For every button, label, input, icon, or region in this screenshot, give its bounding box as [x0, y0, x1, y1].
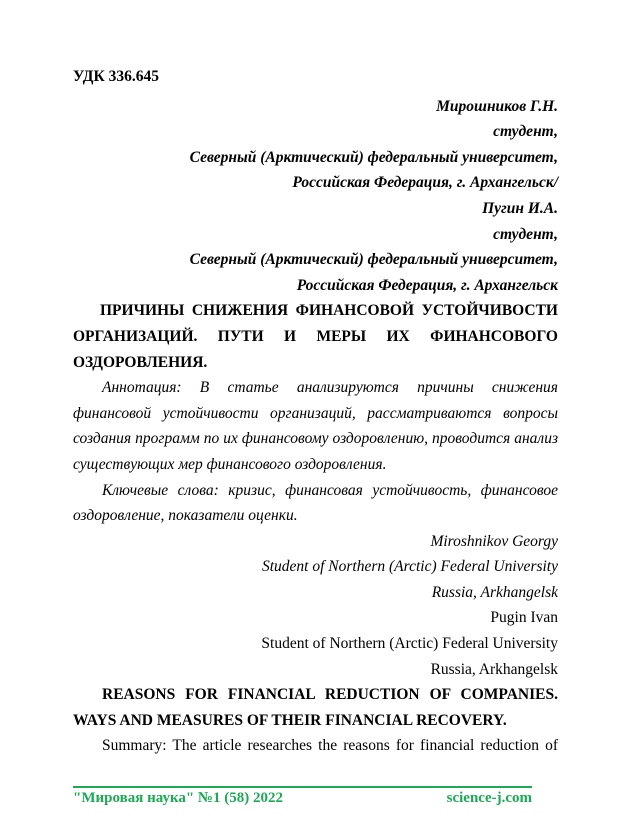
author-ru-1-role: студент,	[493, 123, 558, 141]
journal-name: "Мировая наука" №1 (58) 2022	[73, 790, 283, 806]
author-block-ru-2	[73, 196, 558, 298]
author-en-2-role: Student of Northern (Arctic) Federal University	[261, 635, 558, 653]
author-ru-1-affiliation: Северный (Арктический) федеральный университет,	[189, 148, 558, 166]
author-block-en-2	[73, 605, 558, 682]
author-ru-2-affiliation: Северный (Арктический) федеральный университет,	[189, 251, 558, 269]
author-ru-2-name: Пугин И.А.	[482, 199, 558, 217]
summary-paragraph: Summary: The article researches the reasons for financial reduction of	[102, 737, 558, 755]
author-ru-1-name: Мирошников Г.Н.	[436, 97, 558, 115]
author-ru-1-location: Российская Федерация, г. Архангельск/	[292, 174, 558, 192]
journal-website: science-j.com	[446, 790, 532, 806]
page-footer	[73, 786, 532, 808]
udc-code: УДК 336.645	[73, 68, 159, 85]
author-en-1-name: Miroshnikov Georgy	[430, 532, 558, 550]
author-en-2-location: Russia, Arkhangelsk	[430, 660, 558, 678]
author-ru-2-role: студент,	[493, 225, 558, 243]
author-en-2-name: Pugin Ivan	[490, 609, 558, 627]
article-body	[73, 64, 558, 759]
article-title-ru: ПРИЧИНЫ СНИЖЕНИЯ ФИНАНСОВОЙ УСТОЙЧИВОСТИ ОРГАНИЗАЦИЙ. ПУТИ И МЕРЫ ИХ ФИНАНСОВОГО ОЗДОРОВЛЕНИЯ.	[73, 302, 558, 371]
author-ru-2-location: Российская Федерация, г. Архангельск	[296, 276, 558, 294]
annotation-paragraph: Аннотация: В статье анализируются причины снижения финансовой устойчивости организаций, рассматриваются вопросы создания программ по их финансовому оздоровлению, проводится анализ существующих мер финансового оздоровления.	[73, 379, 558, 473]
author-block-ru-1	[73, 94, 558, 196]
author-en-1-role: Student of Northern (Arctic) Federal University	[261, 558, 558, 576]
author-block-en-1	[73, 529, 558, 606]
keywords-paragraph: Ключевые слова: кризис, финансовая устойчивость, финансовое оздоровление, показатели оценки.	[73, 481, 558, 525]
article-title-en: REASONS FOR FINANCIAL REDUCTION OF COMPANIES. WAYS AND MEASURES OF THEIR FINANCIAL RECOVERY.	[73, 686, 558, 729]
author-en-1-location: Russia, Arkhangelsk	[431, 583, 558, 601]
footer-row	[73, 788, 532, 808]
